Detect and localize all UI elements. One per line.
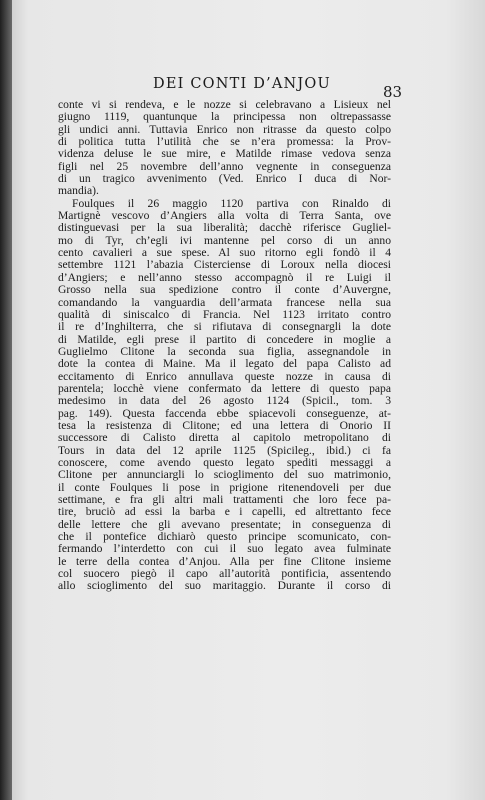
text-line: allo scioglimento del suo maritaggio. Durante il corso di (58, 580, 391, 593)
text-line: il conte Foulques li pose in prigione ritenendoveli per due (58, 481, 391, 494)
text-line: Grosso nella sua spedizione contro il conte d’Auvergne, (58, 284, 391, 297)
running-head: DEI CONTI D’ANJOU (153, 76, 331, 92)
text-line: dote la contea di Maine. Ma il legato del papa Calisto ad (58, 358, 391, 371)
text-line: Martignè vescovo d’Angiers alla volta di Terra Santa, ove (58, 210, 391, 223)
text-line: videnza deluse le sue mire, e Matilde rimase vedova senza (58, 148, 391, 161)
text-line: gli undici anni. Tuttavia Enrico non ritrasse da questo colpo (58, 123, 391, 136)
text-line: di un tragico avvenimento (Ved. Enrico I duca di Nor- (58, 173, 391, 186)
paragraph-2 (58, 198, 391, 593)
page-body-text (58, 99, 391, 593)
text-line: distinguevasi per la sua liberalità; dacchè riferisce Gugliel- (58, 222, 391, 235)
text-line: Guglielmo Clitone la seconda sua figlia, assegnandole in (58, 345, 391, 358)
text-line: Foulques il 26 maggio 1120 partiva con Rinaldo di (72, 197, 391, 210)
paragraph-1 (58, 99, 391, 198)
book-spine-shadow (0, 0, 12, 800)
text-line: settembre 1121 l’abazia Cisterciense di Loroux nella diocesi (58, 259, 391, 272)
text-line: le terre della contea d’Anjou. Alla per fine Clitone insieme (58, 555, 391, 568)
text-line: eccitamento di Enrico annullava queste nozze in causa di (58, 370, 391, 383)
text-line: qualità di siniscalco di Francia. Nel 1123 irritato contro (58, 308, 391, 321)
text-line: il re d’Inghilterra, che si rifiutava di consegnargli la dote (58, 321, 391, 334)
page-header (58, 76, 468, 101)
text-line: Clitone per annunciargli lo scioglimento del suo matrimonio, (58, 469, 391, 482)
text-line: che il pontefice dichiarò questo principe scomunicato, con- (58, 531, 391, 544)
text-line: di politica tutta l’utilità che se n’era promessa: la Prov- (58, 136, 391, 149)
text-line: d’Angiers; e nell’anno stesso accompagnò il re Luigi il (58, 271, 391, 284)
text-line: delle lettere che gli avevano presentate; in conseguenza di (58, 518, 391, 531)
text-line: settimane, e fra gli altri mali trattamenti che loro fece pa- (58, 494, 391, 506)
text-line: parentela; locchè viene confermato da lettere di questo papa (58, 382, 391, 395)
page-number: 83 (383, 83, 403, 101)
text-line: conoscere, come avendo questo legato spediti messaggi a (58, 456, 391, 469)
text-line: pag. 149). Questa faccenda ebbe spiacevoli conseguenze, at- (58, 407, 391, 420)
text-line: successore di Calisto diretta al capitolo metropolitano di (58, 432, 391, 445)
text-line: Tours in data del 12 aprile 1125 (Spicileg., ibid.) ci fa (58, 444, 391, 457)
text-line: giugno 1119, quantunque la principessa non oltrepassasse (58, 111, 391, 124)
text-line: tire, bruciò ad essi la barba e i capelli, ed altrettanto fece (58, 506, 391, 519)
text-line: tesa la resistenza di Clitone; ed una lettera di Onorio II (58, 419, 391, 432)
text-line: conte vi si rendeva, e le nozze si celebravano a Lisieux nel (58, 99, 391, 111)
text-line: medesimo in data del 26 agosto 1124 (Spicil., tom. 3 (58, 395, 391, 408)
text-line: mandia). (58, 185, 99, 198)
text-line: comandando la vanguardia dell’armata francese nella sua (58, 296, 391, 309)
text-line: figli nel 25 novembre dell’anno vegnente in conseguenza (58, 160, 391, 173)
text-line: fermando l’interdetto con cui il suo legato avea fulminate (58, 543, 391, 556)
text-line: col suocero piegò il capo all’autorità pontificia, assentendo (58, 568, 391, 581)
text-line: cento cavalieri a sue spese. Al suo ritorno egli fondò il 4 (58, 247, 391, 260)
text-line: mo di Tyr, ch’egli ivi mantenne pel corso di un anno (58, 234, 391, 247)
text-line: di Matilde, egli prese il partito di concedere in moglie a (58, 333, 391, 346)
